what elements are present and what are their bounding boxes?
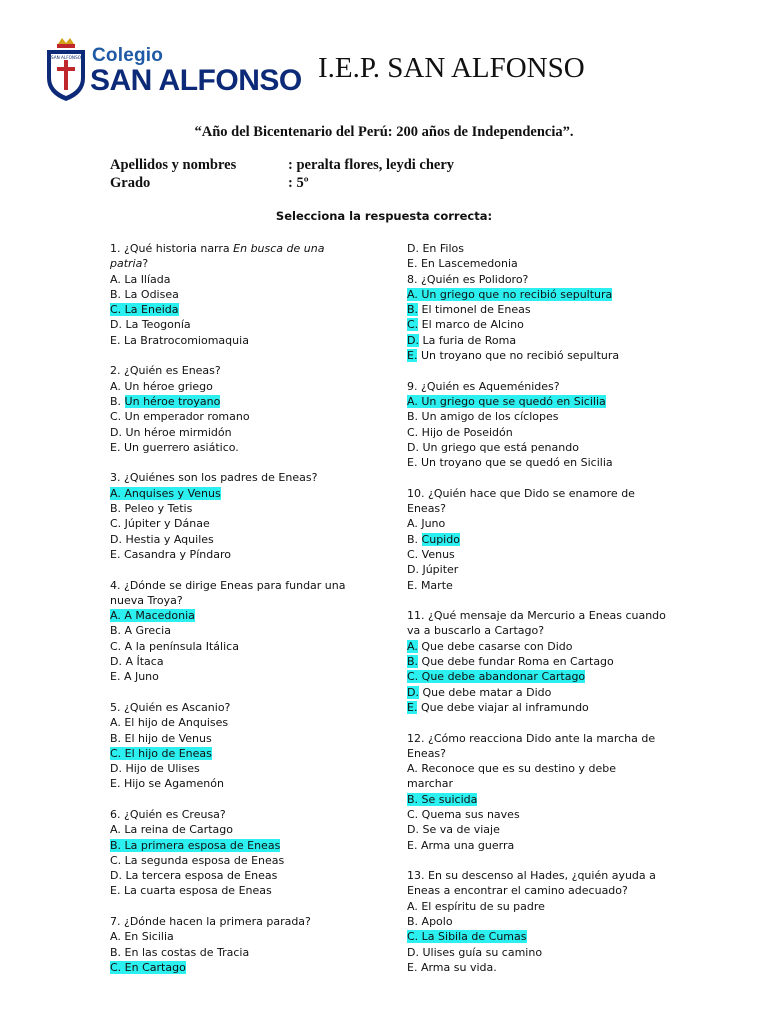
question-line: [407, 792, 666, 807]
spacer: [110, 348, 346, 363]
question-line: [110, 409, 346, 424]
question-line: [110, 838, 346, 853]
line-text: B. A Grecia: [110, 624, 171, 638]
question-line: [110, 394, 346, 409]
line-text: 1. ¿Qué historia narra: [110, 242, 234, 255]
line-text: A. En Sicilia: [110, 930, 174, 944]
spacer: [407, 715, 666, 730]
line-text: 9. ¿Quién es Aqueménides?: [407, 379, 560, 393]
grade-value: : 5º: [288, 175, 309, 191]
name-label: Apellidos y nombres: [110, 157, 237, 173]
question-line: [407, 455, 666, 470]
highlighted-answer: C. Que debe abandonar Cartago: [407, 670, 586, 684]
year-motto: “Año del Bicentenario del Perú: 200 años de Independencia”.: [194, 124, 574, 140]
highlighted-answer: C. El hijo de Eneas: [110, 746, 212, 760]
highlighted-answer: C. La Eneida: [110, 303, 179, 317]
spacer: [110, 792, 346, 807]
option-letter: B.: [407, 303, 419, 317]
option-letter: B.: [407, 655, 419, 669]
question-line: [407, 348, 666, 363]
question-line: [407, 807, 666, 822]
question-line: [407, 562, 666, 577]
line-text: E. En Lascemedonia: [407, 257, 518, 271]
question-line: [110, 883, 346, 898]
school-name-heading: I.E.P. SAN ALFONSO: [318, 52, 585, 84]
highlighted-answer: C. La Sibila de Cumas: [407, 930, 527, 944]
question-line: [110, 776, 346, 791]
highlighted-answer: A. Un griego que se quedó en Sicilia: [407, 394, 606, 408]
line-text: va a buscarlo a Cartago?: [407, 624, 545, 638]
highlighted-answer: Un héroe troyano: [124, 394, 221, 408]
line-text: D. Hestia y Aquiles: [110, 532, 214, 546]
question-line: [407, 914, 666, 929]
line-text: 2. ¿Quién es Eneas?: [110, 364, 221, 378]
line-text: E. Casandra y Píndaro: [110, 547, 231, 561]
question-line: [407, 899, 666, 914]
question-line: [407, 501, 666, 516]
book-title: patria: [110, 257, 143, 271]
question-line: [407, 669, 666, 684]
question-line: [407, 379, 666, 394]
question-line: [110, 578, 346, 593]
question-line: [110, 363, 346, 378]
question-line: [110, 440, 346, 455]
question-line: [110, 287, 346, 302]
question-line: [110, 547, 346, 562]
question-line: [110, 945, 346, 960]
line-text: 11. ¿Qué mensaje da Mercurio a Eneas cuando: [407, 609, 666, 623]
question-line: [110, 807, 346, 822]
question-line: [407, 654, 666, 669]
option-letter: D.: [407, 685, 419, 699]
question-line: [110, 715, 346, 730]
option-letter: A.: [407, 639, 418, 653]
question-line: [110, 623, 346, 638]
grade-label: Grado: [110, 175, 151, 191]
question-line: [110, 960, 346, 975]
question-line: [110, 470, 346, 485]
line-text: B. En las costas de Tracia: [110, 945, 250, 959]
line-text: 3. ¿Quiénes son los padres de Eneas?: [110, 471, 318, 485]
question-line: [407, 929, 666, 944]
question-line: [110, 333, 346, 348]
highlighted-answer: B. La primera esposa de Eneas: [110, 838, 281, 852]
line-text: D. Hijo de Ulises: [110, 762, 200, 776]
line-text: E. Un troyano que se quedó en Sicilia: [407, 456, 613, 470]
question-line: [110, 608, 346, 623]
school-logo: [44, 36, 302, 106]
question-line: [407, 547, 666, 562]
question-line: [407, 532, 666, 547]
question-line: [110, 822, 346, 837]
line-text: C. Venus: [407, 547, 455, 561]
line-text: B. Apolo: [407, 915, 453, 929]
question-line: [407, 746, 666, 761]
spacer: [110, 455, 346, 470]
line-text: 13. En su descenso al Hades, ¿quién ayuda a: [407, 869, 656, 883]
line-text: A. Reconoce que es su destino y debe: [407, 762, 616, 776]
question-line: [110, 761, 346, 776]
question-line: [407, 272, 666, 287]
question-line: [110, 868, 346, 883]
question-line: [407, 287, 666, 302]
spacer: [110, 899, 346, 914]
line-text: B. El hijo de Venus: [110, 731, 212, 745]
line-text: E. Arma una guerra: [407, 838, 515, 852]
line-text: C. Un emperador romano: [110, 410, 250, 424]
line-text: A. La reina de Cartago: [110, 823, 233, 837]
highlighted-answer: A. Anquises y Venus: [110, 486, 221, 500]
line-text: E. A Juno: [110, 670, 159, 684]
question-line: [407, 761, 666, 776]
question-line: [110, 241, 346, 256]
line-text: E. Marte: [407, 578, 453, 592]
line-text: D. Un héroe mirmidón: [110, 425, 232, 439]
line-text: Que debe viajar al inframundo: [417, 700, 589, 714]
option-letter: B.: [407, 532, 422, 546]
question-line: [110, 425, 346, 440]
spacer: [407, 853, 666, 868]
line-text: 4. ¿Dónde se dirige Eneas para fundar una: [110, 578, 346, 592]
logo-text-name: SAN ALFONSO: [90, 64, 302, 97]
highlighted-answer: Cupido: [421, 532, 460, 546]
question-line: [110, 516, 346, 531]
line-text: D. La Teogonía: [110, 318, 191, 332]
line-text: D. Un griego que está penando: [407, 440, 579, 454]
line-text: ?: [142, 257, 149, 271]
question-line: [110, 746, 346, 761]
question-line: [110, 929, 346, 944]
line-text: Un troyano que no recibió sepultura: [417, 349, 620, 363]
line-text: Que debe fundar Roma en Cartago: [418, 655, 614, 669]
line-text: B. Un amigo de los cíclopes: [407, 410, 559, 424]
line-text: La furia de Roma: [418, 333, 517, 347]
question-line: [407, 883, 666, 898]
line-text: A. El espíritu de su padre: [407, 899, 545, 913]
question-line: [407, 700, 666, 715]
line-text: E. La cuarta esposa de Eneas: [110, 884, 272, 898]
question-line: [110, 272, 346, 287]
highlighted-answer: C. En Cartago: [110, 960, 186, 974]
option-letter: E.: [407, 700, 418, 714]
option-letter: C.: [407, 318, 419, 332]
question-line: [110, 731, 346, 746]
question-line: [407, 960, 666, 975]
line-text: El timonel de Eneas: [418, 303, 531, 317]
question-line: [407, 868, 666, 883]
question-line: [407, 256, 666, 271]
line-text: 7. ¿Dónde hacen la primera parada?: [110, 915, 311, 929]
question-line: [407, 822, 666, 837]
option-letter: B.: [110, 394, 125, 408]
line-text: C. A la península Itálica: [110, 639, 239, 653]
option-letter: E.: [407, 349, 418, 363]
line-text: C. Quema sus naves: [407, 807, 520, 821]
line-text: A. Juno: [407, 517, 446, 531]
line-text: C. La segunda esposa de Eneas: [110, 853, 285, 867]
question-line: [407, 333, 666, 348]
line-text: 10. ¿Quién hace que Dido se enamore de: [407, 486, 635, 500]
question-line: [407, 394, 666, 409]
question-line: [110, 379, 346, 394]
line-text: D. En Filos: [407, 242, 464, 255]
line-text: B. Peleo y Tetis: [110, 502, 193, 516]
spacer: [407, 363, 666, 378]
question-line: [110, 317, 346, 332]
line-text: nueva Troya?: [110, 593, 183, 607]
question-line: [110, 532, 346, 547]
line-text: D. Ulises guía su camino: [407, 945, 543, 959]
question-line: [110, 669, 346, 684]
question-line: [407, 516, 666, 531]
line-text: marchar: [407, 777, 454, 791]
question-line: [407, 838, 666, 853]
question-line: [407, 945, 666, 960]
question-line: [407, 302, 666, 317]
line-text: Eneas a encontrar el camino adecuado?: [407, 884, 628, 898]
question-line: [110, 639, 346, 654]
line-text: El marco de Alcino: [418, 318, 524, 332]
question-line: [110, 853, 346, 868]
questions-right-column: [407, 241, 666, 975]
option-letter: D.: [407, 333, 419, 347]
spacer: [110, 685, 346, 700]
svg-text:SAN ALFONSO: SAN ALFONSO: [50, 55, 82, 60]
line-text: E. Hijo se Agamenón: [110, 777, 224, 791]
spacer: [110, 562, 346, 577]
spacer: [407, 593, 666, 608]
line-text: E. La Bratrocomiomaquia: [110, 333, 249, 347]
line-text: Eneas?: [407, 502, 446, 516]
question-line: [110, 256, 346, 271]
question-line: [110, 700, 346, 715]
highlighted-answer: A. Un griego que no recibió sepultura: [407, 287, 613, 301]
question-line: [110, 501, 346, 516]
spacer: [407, 470, 666, 485]
question-line: [407, 409, 666, 424]
question-line: [407, 608, 666, 623]
line-text: D. A Ítaca: [110, 655, 164, 669]
highlighted-answer: B. Se suicida: [407, 792, 478, 806]
line-text: E. Arma su vida.: [407, 960, 497, 974]
question-line: [407, 639, 666, 654]
book-title: En busca de una: [233, 242, 325, 255]
line-text: E. Un guerrero asiático.: [110, 440, 239, 454]
line-text: D. Se va de viaje: [407, 823, 500, 837]
question-line: [407, 578, 666, 593]
question-line: [407, 317, 666, 332]
question-line: [407, 440, 666, 455]
questions-left-column: [110, 241, 346, 975]
logo-text-colegio: Colegio: [92, 45, 164, 66]
question-line: [407, 685, 666, 700]
line-text: Que debe casarse con Dido: [417, 639, 573, 653]
question-line: [110, 486, 346, 501]
line-text: Que debe matar a Dido: [418, 685, 552, 699]
question-line: [407, 776, 666, 791]
highlighted-answer: A. A Macedonia: [110, 609, 195, 623]
instruction-text: Selecciona la respuesta correcta:: [275, 209, 493, 223]
line-text: D. La tercera esposa de Eneas: [110, 869, 278, 883]
line-text: A. La Ilíada: [110, 272, 171, 286]
question-line: [407, 731, 666, 746]
line-text: A. Un héroe griego: [110, 379, 213, 393]
line-text: C. Hijo de Poseidón: [407, 425, 513, 439]
name-value: : peralta flores, leydi chery: [288, 157, 455, 173]
question-line: [407, 241, 666, 256]
question-line: [110, 302, 346, 317]
line-text: 12. ¿Cómo reacciona Dido ante la marcha de: [407, 731, 656, 745]
line-text: C. Júpiter y Dánae: [110, 517, 210, 531]
line-text: B. La Odisea: [110, 287, 179, 301]
question-line: [110, 914, 346, 929]
question-line: [110, 654, 346, 669]
question-line: [407, 623, 666, 638]
question-line: [110, 593, 346, 608]
shield-crest-icon: [44, 38, 88, 102]
line-text: 6. ¿Quién es Creusa?: [110, 807, 226, 821]
line-text: A. El hijo de Anquises: [110, 716, 229, 730]
line-text: D. Júpiter: [407, 563, 459, 577]
question-line: [407, 425, 666, 440]
question-line: [407, 486, 666, 501]
line-text: Eneas?: [407, 746, 446, 760]
line-text: 5. ¿Quién es Ascanio?: [110, 700, 231, 714]
line-text: 8. ¿Quién es Polidoro?: [407, 272, 529, 286]
